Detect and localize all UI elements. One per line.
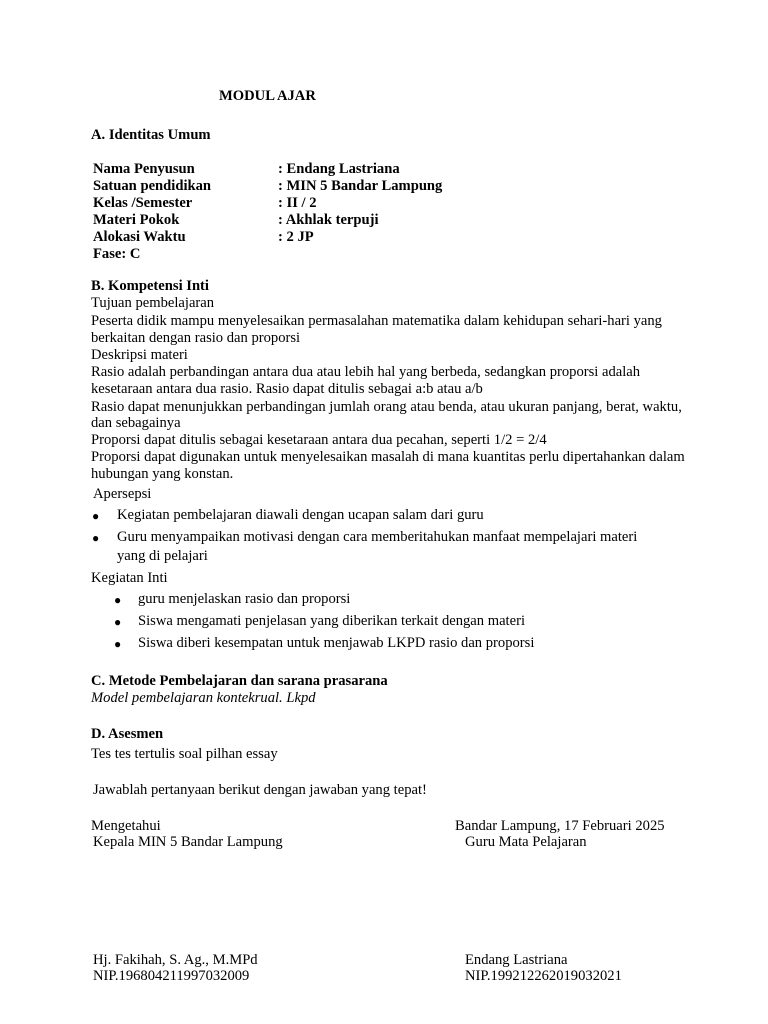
identity-label: Fase: C	[93, 246, 141, 262]
apersepsi-label: Apersepsi	[93, 486, 152, 502]
signature-right-line2: Guru Mata Pelajaran	[465, 834, 587, 850]
bullet-icon: ●	[114, 615, 122, 629]
body-line: Deskripsi materi	[91, 347, 188, 363]
body-line: Peserta didik mampu menyelesaikan permasalahan matematika dalam kehidupan sehari-hari yang	[91, 313, 662, 329]
identity-value: : 2 JP	[278, 229, 314, 245]
body-line: berkaitan dengan rasio dan proporsi	[91, 330, 301, 346]
body-line: Rasio adalah perbandingan antara dua atau lebih hal yang berbeda, sedangkan proporsi adalah	[91, 364, 641, 380]
list-item: Kegiatan pembelajaran diawali dengan ucapan salam dari guru	[117, 507, 484, 523]
body-line: Tujuan pembelajaran	[91, 295, 215, 311]
section-d-heading: D. Asesmen	[91, 726, 164, 742]
bullet-icon: ●	[92, 509, 100, 523]
bullet-icon: ●	[114, 593, 122, 607]
identity-value: : II / 2	[278, 195, 317, 211]
document-title: MODUL AJAR	[219, 88, 316, 104]
identity-value: : Endang Lastriana	[278, 161, 400, 177]
body-line: dan sebagainya	[91, 415, 181, 431]
body-line: hubungan yang konstan.	[91, 466, 234, 482]
signature-right-nip: NIP.199212262019032021	[465, 968, 622, 984]
identity-label: Satuan pendidikan	[93, 178, 212, 194]
identity-value: : Akhlak terpuji	[278, 212, 379, 228]
signature-left-name: Hj. Fakihah, S. Ag., M.MPd	[93, 952, 258, 968]
bullet-icon: ●	[92, 531, 100, 545]
signature-left-nip: NIP.196804211997032009	[93, 968, 250, 984]
signature-left-line1: Mengetahui	[91, 818, 161, 834]
identity-label: Alokasi Waktu	[93, 229, 186, 245]
signature-right-name: Endang Lastriana	[465, 952, 568, 968]
section-a-heading: A. Identitas Umum	[91, 127, 211, 143]
body-line: Proporsi dapat ditulis sebagai kesetaraan antara dua pecahan, seperti 1/2 = 2/4	[91, 432, 547, 448]
signature-right-line1: Bandar Lampung, 17 Februari 2025	[455, 818, 665, 834]
body-line: kesetaraan antara dua rasio. Rasio dapat ditulis sebagai a:b atau a/b	[91, 381, 483, 397]
section-b-heading: B. Kompetensi Inti	[91, 278, 209, 294]
section-d-instruction: Jawablah pertanyaan berikut dengan jawaban yang tepat!	[93, 782, 427, 798]
list-item-continuation: yang di pelajari	[117, 548, 208, 564]
section-c-text: Model pembelajaran kontekrual. Lkpd	[91, 690, 316, 706]
signature-left-line2: Kepala MIN 5 Bandar Lampung	[93, 834, 283, 850]
list-item: guru menjelaskan rasio dan proporsi	[138, 591, 351, 607]
identity-label: Materi Pokok	[93, 212, 180, 228]
section-d-text: Tes tes tertulis soal pilhan essay	[91, 746, 278, 762]
bullet-icon: ●	[114, 637, 122, 651]
identity-label: Kelas /Semester	[93, 195, 193, 211]
identity-value: : MIN 5 Bandar Lampung	[278, 178, 443, 194]
section-c-heading: C. Metode Pembelajaran dan sarana prasarana	[91, 673, 388, 689]
identity-label: Nama Penyusun	[93, 161, 195, 177]
list-item: Siswa mengamati penjelasan yang diberikan terkait dengan materi	[138, 613, 526, 629]
body-line: Rasio dapat menunjukkan perbandingan jumlah orang atau benda, atau ukuran panjang, berat, waktu,	[91, 399, 682, 415]
kegiatan-label: Kegiatan Inti	[91, 570, 168, 586]
list-item: Guru menyampaikan motivasi dengan cara memberitahukan manfaat mempelajari materi	[117, 529, 638, 545]
body-line: Proporsi dapat digunakan untuk menyelesaikan masalah di mana kuantitas perlu dipertahankan dalam	[91, 449, 685, 465]
list-item: Siswa diberi kesempatan untuk menjawab LKPD rasio dan proporsi	[138, 635, 535, 651]
